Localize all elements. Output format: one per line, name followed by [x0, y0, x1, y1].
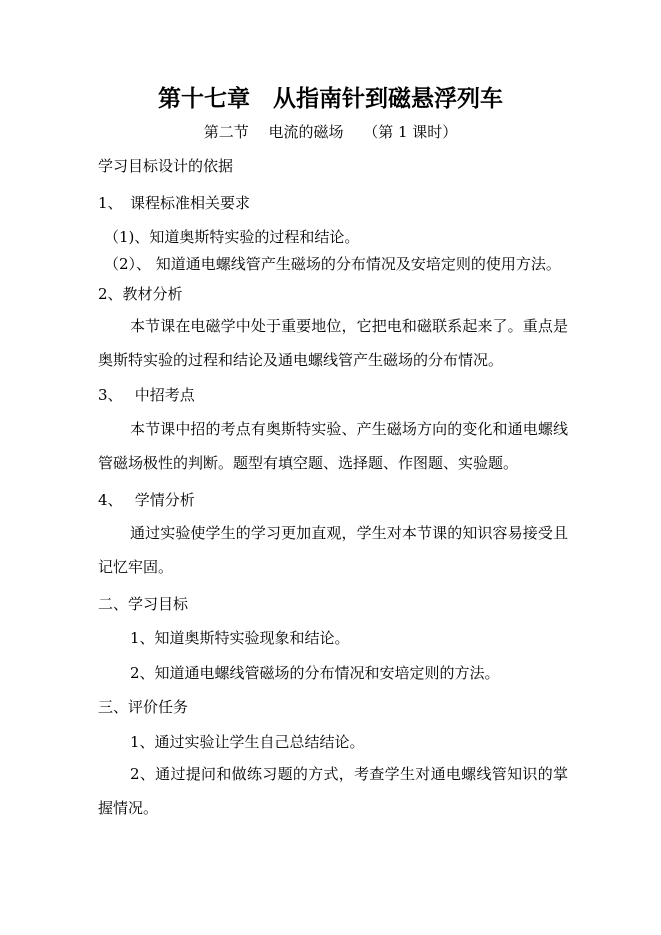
exam-points-paragraph: 本节课中招的考点有奥斯特实验、产生磁场方向的变化和通电螺线管磁场极性的判断。题型有填空题、选择题、作图题、实验题。	[98, 420, 568, 472]
basis-heading: 学习目标设计的依据	[98, 157, 234, 175]
curriculum-item-1: （1)、知道奥斯特实验的过程和结论。	[104, 228, 360, 246]
learning-goal-1: 1、知道奥斯特实验现象和结论。	[130, 629, 350, 647]
textbook-analysis-heading: 2、教材分析	[98, 285, 183, 303]
exam-points-heading: 3、 中招考点	[98, 386, 195, 404]
learner-analysis-heading: 4、 学情分析	[98, 491, 195, 509]
evaluation-task-1: 1、通过实验让学生自己总结结论。	[130, 733, 365, 751]
section-subtitle: 第二节 电流的磁场 （第 1 课时）	[203, 123, 458, 141]
curriculum-item-2: （2）、 知道通电螺线管产生磁场的分布情况及安培定则的使用方法。	[104, 255, 561, 273]
learning-goal-2: 2、知道通电螺线管磁场的分布情况和安培定则的方法。	[130, 664, 500, 682]
textbook-analysis-paragraph: 本节课在电磁学中处于重要地位，它把电和磁联系起来了。重点是奥斯特实验的过程和结论及通电螺线管产生磁场的分布情况。	[98, 317, 568, 369]
learning-goals-heading: 二、学习目标	[98, 595, 189, 613]
curriculum-heading: 1、 课程标准相关要求	[98, 194, 251, 212]
chapter-title: 第十七章 从指南针到磁悬浮列车	[158, 86, 503, 112]
evaluation-task-2: 2、通过提问和做练习题的方式，考查学生对通电螺线管知识的掌握情况。	[98, 765, 568, 817]
learner-analysis-paragraph: 通过实验使学生的学习更加直观，学生对本节课的知识容易接受且记忆牢固。	[98, 524, 568, 576]
evaluation-heading: 三、评价任务	[98, 698, 189, 716]
